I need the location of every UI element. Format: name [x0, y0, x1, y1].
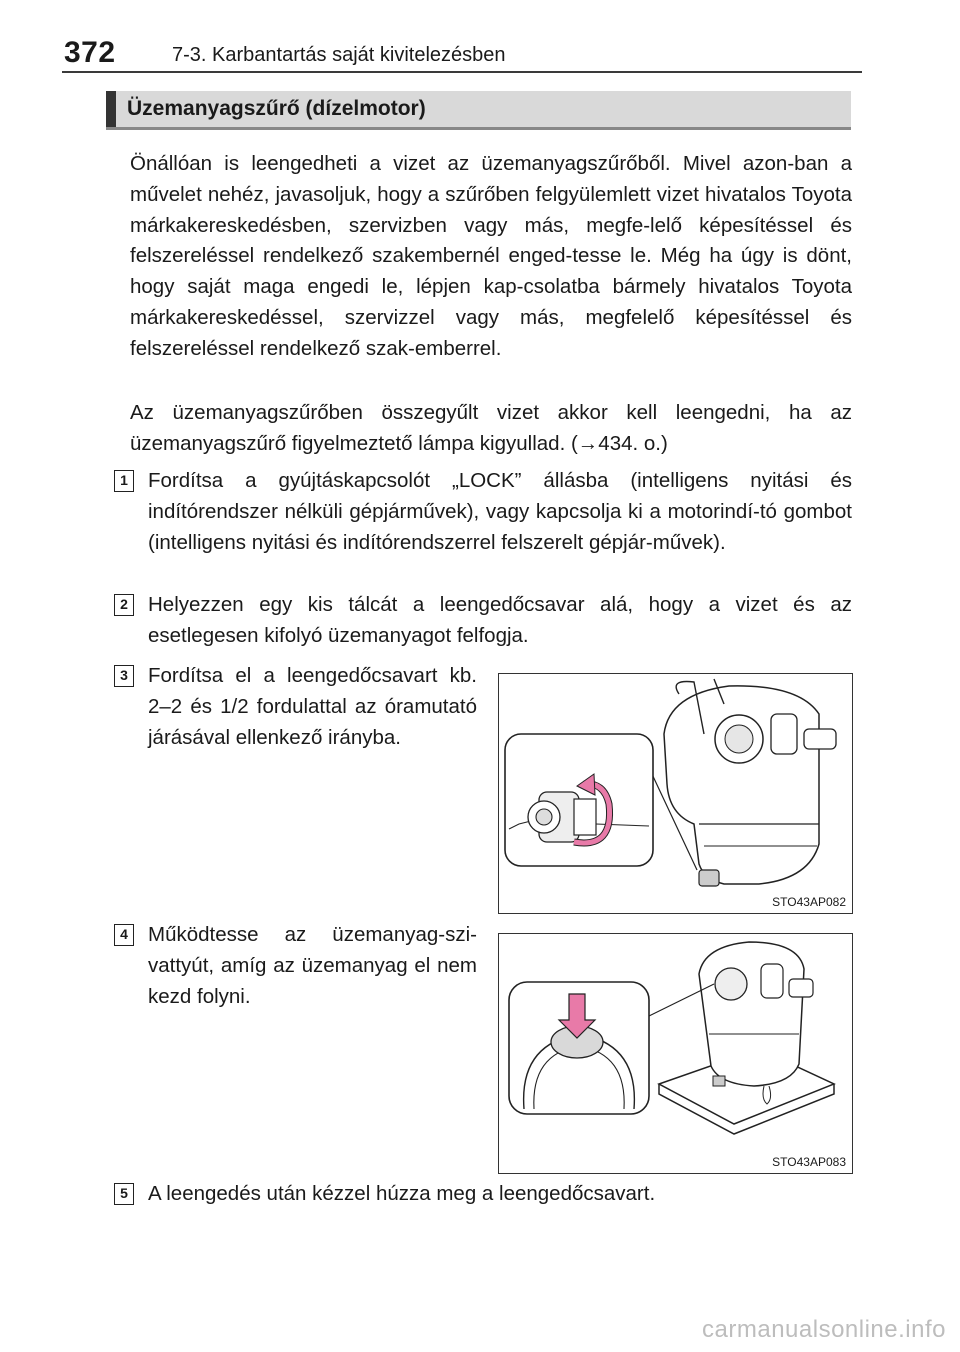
step-text: A leengedés után kézzel húzza meg a leengedőcsavart. [148, 1182, 656, 1205]
intro-paragraph-1: Önállóan is leengedheti a vizet az üzemanyagszűrőből. Mivel azon-ban a művelet nehéz, javasoljuk, hogy a szűrőben felgyülemlett vizet hivatalos Toyota márkakereskedésben, szervizben vagy más, megfe-lelő képesítéssel és felszereléssel rendelkező szakembernél enged-tesse le. Még ha úgy is dönt, hogy saját maga engedi le, lépjen kap-csolatba bármely hivatalos Toyota márkakereskedéssel, szervizzel vagy más, megfelelő képesítéssel és felszereléssel rendelkező szak-emberrel. [130, 152, 852, 360]
step-text: Működtesse az üzemanyag-szi-vattyút, amíg az üzemanyag el nem kezd folyni. [148, 923, 477, 1008]
section-title: Üzemanyagszűrő (dízelmotor) [127, 97, 426, 120]
pump-priming-illustration [499, 934, 851, 1172]
figure-drain-plug [498, 673, 853, 914]
step-number: 1 [114, 470, 134, 492]
step-number: 2 [114, 594, 134, 616]
page-number: 372 [64, 36, 116, 69]
figure-code: STO43AP082 [772, 895, 846, 909]
intro-paragraph-2: Az üzemanyagszűrőben összegyűlt vizet akkor kell leengedni, ha az üzemanyagszűrő figyelmeztető lámpa kigyullad. (→434. o.) [130, 401, 852, 455]
watermark: carmanualsonline.info [702, 1316, 946, 1343]
step-number: 3 [114, 665, 134, 687]
step-text: Helyezzen egy kis tálcát a leengedőcsavar alá, hogy a vizet és az esetlegesen kifolyó üzemanyagot felfogja. [148, 593, 852, 647]
section-title-bar [106, 91, 851, 130]
running-head: 7-3. Karbantartás saját kivitelezésben [172, 44, 506, 66]
step-number: 5 [114, 1183, 134, 1205]
section-accent [106, 91, 116, 127]
figure-fuel-pump [498, 933, 853, 1174]
header-divider [62, 71, 862, 73]
step-number: 4 [114, 924, 134, 946]
figure-code: STO43AP083 [772, 1155, 846, 1169]
step-text: Fordítsa el a leengedőcsavart kb. 2–2 és 1/2 fordulattal az óramutató járásával ellenkező irányba. [148, 664, 477, 749]
step-text: Fordítsa a gyújtáskapcsolót „LOCK” állásba (intelligens nyitási és indítórendszer nélküli gépjárművek), vagy kapcsolja ki a motorindí-tó gombot (intelligens nyitási és indítórendszerrel felszerelt gépjár-művek). [148, 469, 852, 554]
drain-plug-rotate-illustration [499, 674, 851, 912]
